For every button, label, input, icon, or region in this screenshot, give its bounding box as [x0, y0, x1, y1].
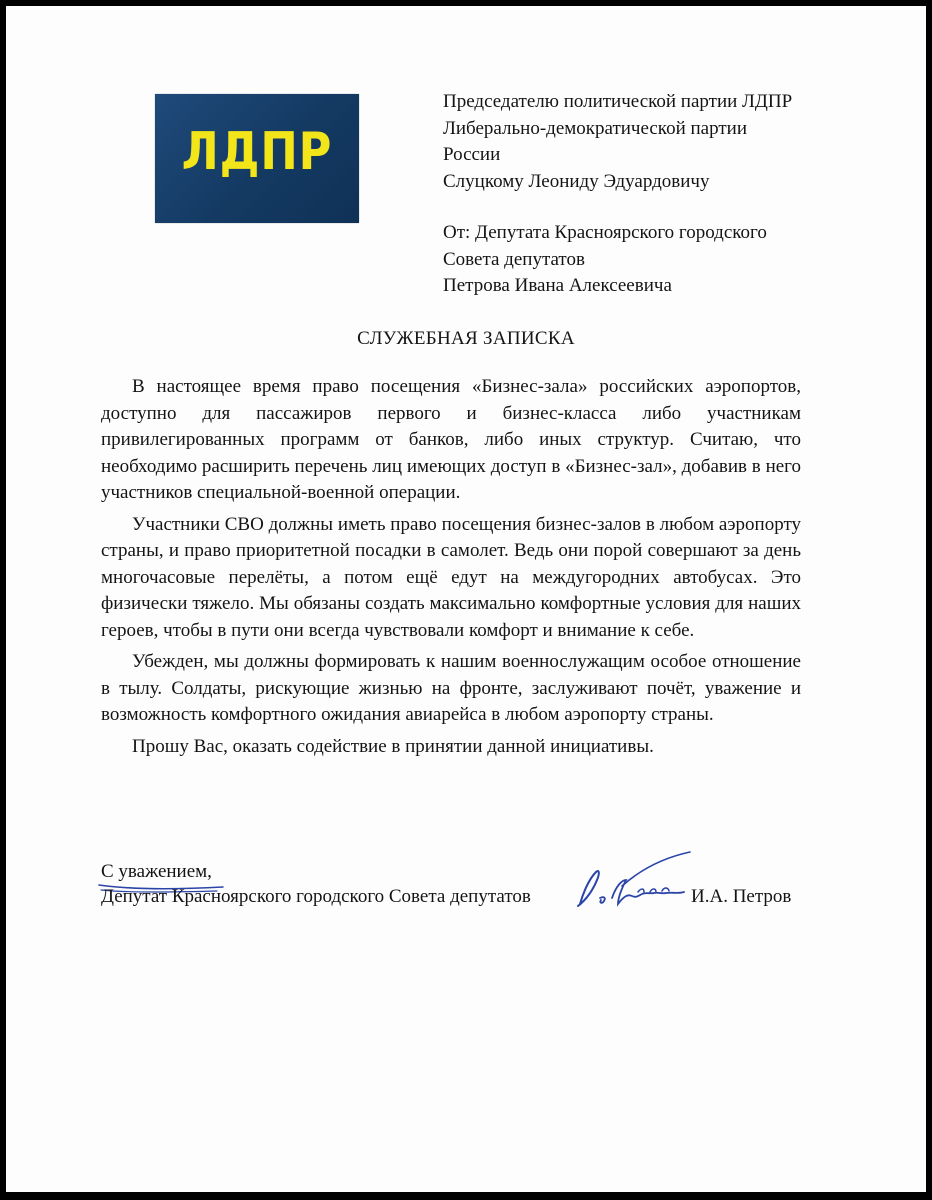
sender-line: От: Депутата Красноярского городского	[443, 222, 767, 243]
body-paragraph: В настоящее время право посещения «Бизнес-зала» российских аэропортов, доступно для пассажиров первого и бизнес-класса либо участникам привилегированных программ от банков, либо иных структур. Считаю, что необходимо расширить перечень лиц имеющих доступ в «Бизнес-зал», добавив в него участников специальной-военной операции.	[101, 376, 801, 503]
document-title: СЛУЖЕБНАЯ ЗАПИСКА	[357, 328, 575, 349]
body-paragraph: Прошу Вас, оказать содействие в принятии данной инициативы.	[132, 735, 654, 757]
handwritten-signature-icon	[566, 846, 696, 916]
party-logo	[155, 94, 359, 223]
signer-name: И.А. Петров	[691, 886, 792, 907]
body-paragraph: Убежден, мы должны формировать к нашим военнослужащим особое отношение в тылу. Солдаты, рискующие жизнью на фронте, заслуживают почёт, уважение и возможность комфортного ожидания авиарейса в любом аэропорту страны.	[101, 651, 801, 725]
party-logo-text: ЛДПР	[181, 122, 333, 182]
closing-greeting	[101, 859, 212, 886]
signer-position: Депутат Красноярского городского Совета депутатов	[101, 886, 531, 907]
addressee-line: Либерально-демократической партии	[443, 117, 747, 139]
document-sheet	[6, 6, 926, 1192]
sender-line: Совета депутатов	[443, 248, 585, 270]
sender-block	[443, 220, 863, 300]
addressee-line: Слуцкому Леониду Эдуардовичу	[443, 170, 710, 192]
memo-body	[101, 374, 801, 765]
sender-line: Петрова Ивана Алексеевича	[443, 275, 672, 296]
addressee-line: Председателю политической партии ЛДПР	[443, 91, 793, 112]
closing-greeting-text: С уважением,	[101, 861, 212, 882]
body-paragraph: Участники СВО должны иметь право посещения бизнес-залов в любом аэропорту страны, и право приоритетной посадки в самолет. Ведь они порой совершают за день многочасовые перелёты, а потом ещё едут на междугородних автобусах. Это физически тяжело. Мы обязаны создать максимально комфортные условия для наших героев, чтобы в пути они всегда чувствовали комфорт и внимание к себе.	[101, 513, 801, 641]
addressee-line: России	[443, 144, 501, 165]
closing-block	[101, 859, 212, 886]
addressee-block	[443, 89, 863, 195]
